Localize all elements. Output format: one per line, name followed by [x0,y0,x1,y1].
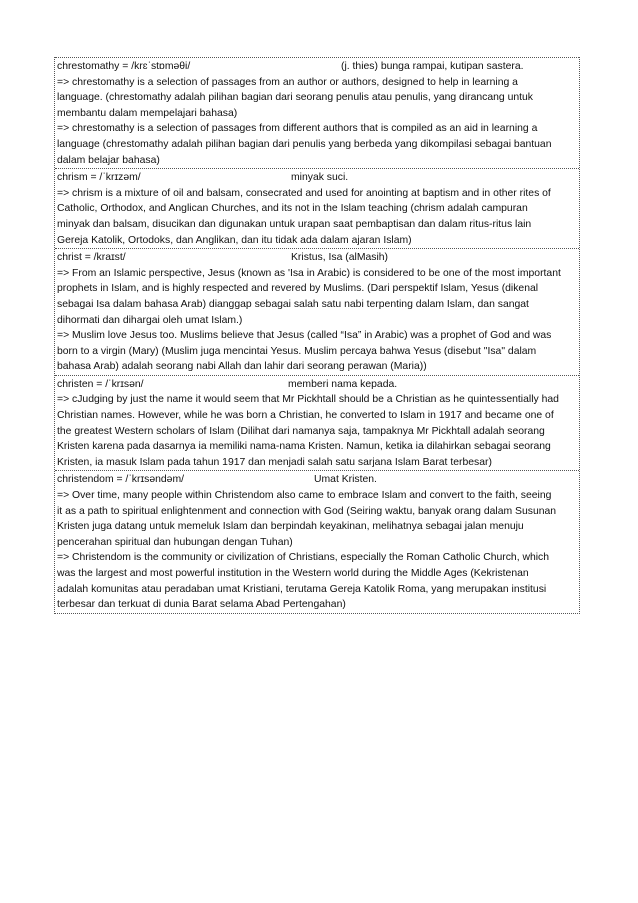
entry-christen [55,375,579,471]
entry-line: => chrestomathy is a selection of passages from different authors that is compiled as an aid in learning a [57,123,538,135]
entry-header [57,59,577,75]
entry-line: Kristen, ia masuk Islam pada tahun 1917 dan menjadi salah satu sarjana Islam Barat terbesar) [57,456,492,468]
entry-line: => Over time, many people within Christendom also came to embrace Islam and convert to the faith, seeing [57,490,552,502]
entry-header [57,170,577,186]
entry-line: Gereja Katolik, Ortodoks, dan Anglikan, dan itu tidak ada dalam ajaran Islam) [57,234,412,246]
glossary-table [54,57,580,614]
entry-line: => chrestomathy is a selection of passages from an author or authors, designed to help in learning a [57,76,518,88]
entry-meaning: (j. thies) bunga rampai, kutipan sastera. [341,61,524,72]
entry-line: adalah komunitas atau peradaban umat Kristiani, terutama Gereja Katolik Roma, yang merupakan institusi [57,583,547,595]
entry-line: language. (chrestomathy adalah pilihan bagian dari seorang penulis atau penulis, yang dirancang untuk [57,92,533,104]
entry-term: christen = /ˈkrɪsən/ [57,378,144,390]
entry-line: Catholic, Orthodox, and Anglican Churches, and its not in the Islam teaching (chrism adalah campuran [57,203,528,215]
entry-chrestomathy [55,57,579,168]
entry-line: Christian names. However, while he was born a Christian, he converted to Islam in 1917 and became one of [57,410,554,422]
entry-meaning: minyak suci. [291,172,349,184]
entry-line: Kristen karena pada dasarnya ia memiliki nama-nama Kristen. Namun, ketika ia dilahirkan sebagai seorang [57,441,551,453]
entry-meaning: memberi nama kepada. [288,378,398,390]
entry-meaning: Kristus, Isa (alMasih) [291,252,389,264]
entry-line: language (chrestomathy adalah pilihan bagian dari penulis yang berbeda yang dikompilasi sebagai bantuan [57,138,552,150]
entry-term: chrism = /ˈkrɪzəm/ [57,172,141,184]
entry-line: prophets in Islam, and is highly respected and revered by Muslims. (Dari perspektif Islam, Yesus (dikenal [57,283,539,295]
entry-line: => From an Islamic perspective, Jesus (known as 'Isa in Arabic) is considered to be one of the most important [57,267,561,279]
entry-line: pencerahan spiritual dan hubungan dengan Tuhan) [57,536,293,548]
entry-line: bahasa Arab) adalah seorang nabi Allah dan lahir dari seorang perawan (Maria)) [57,361,427,373]
entry-line: terbesar dan terkuat di dunia Barat selama Abad Pertengahan) [57,599,346,611]
entry-line: minyak dan balsam, disucikan dan digunakan untuk urapan saat pembaptisan dan dalam ritus-ritus lain [57,218,532,230]
entry-line: dihormati dan dihargai oleh umat Islam.) [57,314,243,326]
entry-christendom [55,470,579,612]
entry-line: was the largest and most powerful institution in the Western world during the Middle Ages (Kekristenan [57,568,529,579]
entry-header [57,250,577,266]
entry-line: Kristen juga datang untuk memeluk Islam dan berpindah keyakinan, melihatnya sebagai jalan menuju [57,521,524,533]
entry-line: => Christendom is the community or civilization of Christians, especially the Roman Catholic Church, which [57,552,550,564]
entry-line: membantu dalam mempelajari bahasa) [57,107,238,119]
entry-header [57,472,577,488]
entry-line: born to a virgin (Mary) (Muslim juga mencintai Yesus. Muslim percaya bahwa Yesus (disebut "Isa" dalam [57,345,537,357]
entry-header [57,377,577,393]
entry-line: => Muslim love Jesus too. Muslims believe that Jesus (called “Isa” in Arabic) was a prophet of God and was [57,330,552,342]
entry-line: => chrism is a mixture of oil and balsam, consecrated and used for anointing at baptism and in other rites of [57,187,551,199]
entry-term: christendom = /ˈkrɪsəndəm/ [57,474,184,486]
entry-christ [55,248,579,375]
entry-meaning: Umat Kristen. [314,474,377,486]
entry-line: => cJudging by just the name it would seem that Mr Pickhtall should be a Christian as he quintessentially had [57,394,559,406]
entry-term: chrestomathy = /krɛˈstɒməθi/ [57,61,191,72]
entry-line: the greatest Western scholars of Islam (Dilihat dari namanya saja, tampaknya Mr Pickhtall adalah seorang [57,425,545,437]
entry-line: it as a path to spiritual enlightenment and connection with God (Seiring waktu, banyak orang dalam Susunan [57,505,557,517]
entry-chrism [55,168,579,248]
entry-line: dalam belajar bahasa) [57,154,160,166]
entry-line: sebagai Isa dalam bahasa Arab) dianggap sebagai salah satu nabi terpenting dalam Islam, dan sangat [57,298,529,310]
entry-term: christ = /kraɪst/ [57,252,126,264]
